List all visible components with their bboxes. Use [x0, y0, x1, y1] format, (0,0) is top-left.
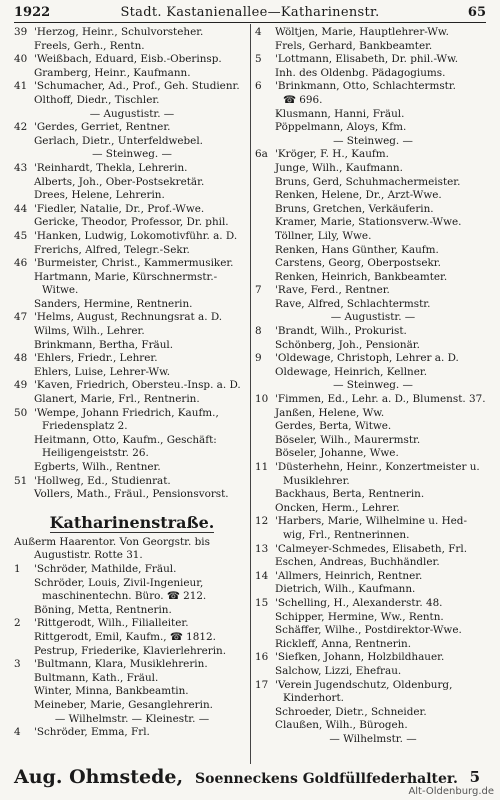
entry-text: Olthoff, Diedr., Tischler. [34, 93, 160, 106]
directory-entry [14, 393, 250, 407]
directory-entry [14, 271, 250, 285]
entry-text: Bultmann, Kath., Fräul. [34, 671, 159, 684]
entry-text: Backhaus, Berta, Rentnerin. [275, 488, 425, 501]
entry-text: — Steinweg. — [333, 379, 413, 392]
house-number: 39 [14, 26, 28, 38]
entry-text: Salchow, Lizzi, Ehefrau. [275, 664, 402, 677]
entry-text: Claußen, Wilh., Bürogeh. [275, 719, 408, 732]
directory-entry [14, 475, 250, 489]
footer-slogan: Soenneckens Goldfüllfederhalter. [195, 771, 458, 787]
house-number: 12 [255, 515, 269, 528]
directory-entry [14, 244, 250, 258]
entry-text: Böning, Metta, Rentnerin. [34, 603, 172, 616]
entry-text: Egberts, Wilh., Rentner. [34, 461, 161, 473]
directory-entry [255, 67, 491, 81]
directory-entry [14, 420, 250, 434]
directory-entry [14, 658, 250, 672]
directory-entry [255, 298, 491, 312]
entry-text: Eschen, Andreas, Buchhändler. [275, 556, 440, 569]
directory-entry [255, 515, 491, 529]
street-heading-text: Katharinenstraße. [49, 512, 215, 532]
directory-entry [14, 121, 250, 135]
directory-entry [255, 244, 491, 258]
directory-entry [255, 162, 491, 176]
entry-text: 'Schumacher, Ad., Prof., Geh. Studienr. [34, 80, 240, 93]
directory-entry [14, 230, 250, 244]
directory-entry [255, 284, 491, 298]
entry-text: 'Schröder, Mathilde, Fräul. [34, 562, 177, 575]
entry-text: Rave, Alfred, Schlachtermstr. [275, 297, 431, 310]
house-number: 42 [14, 121, 28, 134]
entry-text: Oncken, Herm., Lehrer. [275, 501, 400, 514]
directory-entry [14, 203, 250, 217]
entry-text: Oldewage, Heinrich, Kellner. [275, 365, 428, 378]
entry-text: Wöltjen, Marie, Hauptlehrer-Ww. [275, 26, 449, 38]
entry-text: 'Brinkmann, Otto, Schlachtermstr. [275, 80, 456, 93]
house-number: 2 [14, 617, 21, 630]
entry-text: 'Allmers, Heinrich, Rentner. [275, 569, 423, 582]
directory-entry [255, 556, 491, 570]
house-number: 9 [255, 352, 262, 365]
entry-text: Schönberg, Joh., Pensionär. [275, 338, 420, 351]
spacer [14, 502, 250, 508]
house-number: 41 [14, 80, 28, 93]
directory-entry [14, 604, 250, 618]
directory-entry [255, 543, 491, 557]
directory-entry [14, 40, 250, 54]
directory-entry [255, 665, 491, 679]
right-column [255, 26, 491, 746]
directory-entry [14, 672, 250, 686]
entry-text: Schäffer, Wilhe., Postdirektor-Wwe. [275, 624, 462, 637]
house-number: 6 [255, 80, 262, 93]
entry-text: 'Kröger, F. H., Kaufm. [275, 148, 389, 161]
directory-entry [14, 339, 250, 353]
entry-text: Renken, Helene, Dr., Arzt-Wwe. [275, 189, 442, 202]
entry-text: — Wilhelmstr. — Kleinestr. — [54, 712, 210, 725]
entry-text: Heitmann, Otto, Kaufm., Geschäft: [34, 433, 217, 446]
cross-street-marker [255, 135, 491, 149]
entry-text: Janßen, Helene, Ww. [275, 406, 385, 419]
directory-entry [14, 298, 250, 312]
directory-entry [255, 339, 491, 353]
entry-text: — Augustistr. — [330, 311, 416, 324]
house-number: 40 [14, 53, 28, 66]
directory-entry [255, 420, 491, 434]
entry-text: Hartmann, Marie, Kürschnermstr.- [34, 270, 218, 283]
directory-entry [255, 352, 491, 366]
entry-text: Klusmann, Hanni, Fräul. [275, 107, 405, 120]
directory-entry [14, 53, 250, 67]
entry-text: Rittgerodt, Emil, Kaufm., ☎ 1812. [34, 630, 216, 643]
directory-entry [255, 80, 491, 94]
house-number: 48 [14, 352, 28, 365]
entry-text: 'Reinhardt, Thekla, Lehrerin. [34, 161, 188, 174]
entry-text: 'Rave, Ferd., Rentner. [275, 284, 390, 297]
entry-text: Alberts, Joh., Ober-Postsekretär. [34, 175, 205, 188]
left-column [14, 26, 250, 740]
entry-text: 'Schelling, H., Alexanderstr. 48. [275, 596, 443, 609]
house-number: 11 [255, 461, 269, 473]
entry-text: — Steinweg. — [92, 148, 172, 161]
entry-text: Freels, Gerh., Rentn. [34, 39, 145, 52]
house-number: 17 [255, 678, 269, 691]
directory-entry [255, 393, 491, 407]
directory-entry [14, 590, 250, 604]
entry-text: 'Hollweg, Ed., Studienrat. [34, 474, 171, 487]
entry-text: 'Siefken, Johann, Holzbildhauer. [275, 651, 445, 664]
entry-text: Renken, Heinrich, Bankbeamter. [275, 270, 448, 283]
footer-brand: Aug. Ohmstede, [14, 766, 184, 788]
entry-text: Kramer, Marie, Stationsverw.-Wwe. [275, 216, 462, 229]
entry-text: Winter, Minna, Bankbeamtin. [34, 685, 189, 698]
directory-entry [255, 706, 491, 720]
directory-entry [255, 502, 491, 516]
directory-entry [255, 597, 491, 611]
entry-text: 'Wempe, Johann Friedrich, Kaufm., [34, 406, 219, 419]
entry-text: 'Kaven, Friedrich, Obersteu.-Insp. a. D. [34, 379, 241, 392]
entry-text: Musiklehrer. [283, 474, 350, 487]
directory-entry [14, 726, 250, 740]
directory-entry [255, 692, 491, 706]
entry-text: Außerm Haarentor. Von Georgstr. bis [14, 535, 210, 548]
entry-text: 'Düsterhehn, Heinr., Konzertmeister u. [275, 461, 480, 473]
directory-entry [255, 203, 491, 217]
entry-text: Bruns, Gretchen, Verkäuferin. [275, 202, 434, 215]
entry-text: Renken, Hans Günther, Kaufm. [275, 243, 439, 256]
entry-text: wig, Frl., Rentnerinnen. [283, 528, 410, 541]
house-number: 4 [14, 726, 21, 739]
entry-text: 'Schröder, Emma, Frl. [34, 726, 150, 739]
directory-entry [14, 67, 250, 81]
advertisement-footer [14, 766, 486, 788]
directory-entry [14, 216, 250, 230]
entry-text: Junge, Wilh., Kaufmann. [275, 161, 403, 174]
entry-text: maschinentechn. Büro. ☎ 212. [42, 590, 207, 603]
directory-entry [255, 638, 491, 652]
directory-entry [255, 719, 491, 733]
cross-street-marker [255, 379, 491, 393]
entry-text: Sanders, Hermine, Rentnerin. [34, 297, 193, 310]
entry-text: 'Gerdes, Gerriet, Rentner. [34, 121, 171, 134]
directory-entry [255, 624, 491, 638]
entry-text: Augustistr. Rotte 31. [34, 549, 143, 562]
directory-entry [14, 631, 250, 645]
entry-text: Witwe. [42, 284, 79, 297]
directory-entry [14, 94, 250, 108]
directory-entry [14, 26, 250, 40]
directory-entry [255, 447, 491, 461]
cross-street-marker [14, 108, 250, 122]
entry-text: Schroeder, Dietr., Schneider. [275, 705, 427, 718]
entry-text: Böseler, Johanne, Wwe. [275, 447, 399, 460]
entry-text: Drees, Helene, Lehrerin. [34, 189, 165, 202]
house-number: 6a [255, 148, 268, 161]
street-heading [14, 510, 250, 536]
entry-text: 'Lottmann, Elisabeth, Dr. phil.-Ww. [275, 53, 459, 66]
entry-text: Kinderhort. [283, 692, 344, 705]
directory-entry [255, 475, 491, 489]
column-divider [250, 24, 251, 764]
entry-text: 'Fiedler, Natalie, Dr., Prof.-Wwe. [34, 202, 205, 215]
house-number: 5 [255, 53, 262, 66]
house-number: 1 [14, 562, 21, 575]
entry-text: Heiligengeiststr. 26. [42, 447, 149, 460]
entry-text: Töllner, Lily, Wwe. [275, 229, 372, 242]
directory-entry [255, 26, 491, 40]
directory-entry [255, 216, 491, 230]
entry-text: 'Ehlers, Friedr., Lehrer. [34, 352, 158, 365]
house-number: 7 [255, 284, 262, 297]
directory-entry [14, 699, 250, 713]
directory-entry [255, 230, 491, 244]
directory-entry [255, 366, 491, 380]
entry-text: Gericke, Theodor, Professor, Dr. phil. [34, 216, 229, 229]
entry-text: 'Hanken, Ludwig, Lokomotivführ. a. D. [34, 229, 238, 242]
directory-entry [255, 434, 491, 448]
entry-text: 'Weißbach, Eduard, Eisb.-Oberinsp. [34, 53, 222, 66]
header-year: 1922 [14, 5, 51, 20]
directory-entry [14, 577, 250, 591]
directory-entry [14, 284, 250, 298]
house-number: 51 [14, 474, 28, 487]
directory-entry [255, 583, 491, 597]
directory-entry [14, 189, 250, 203]
cross-street-marker [255, 311, 491, 325]
house-number: 8 [255, 325, 262, 338]
entry-text: Friedensplatz 2. [42, 420, 128, 433]
house-number: 49 [14, 379, 28, 392]
house-number: 46 [14, 257, 28, 270]
directory-entry [14, 352, 250, 366]
entry-text: 'Verein Jugendschutz, Oldenburg, [275, 678, 453, 691]
entry-text: Frels, Gerhard, Bankbeamter. [275, 39, 433, 52]
directory-entry [14, 80, 250, 94]
entry-text: Böseler, Wilh., Maurermstr. [275, 433, 421, 446]
entry-text: 'Brandt, Wilh., Prokurist. [275, 325, 407, 338]
entry-text: Meineber, Marie, Gesanglehrerin. [34, 698, 213, 711]
directory-entry [255, 189, 491, 203]
entry-text: Schipper, Hermine, Ww., Rentn. [275, 610, 444, 623]
entry-text: 'Bultmann, Klara, Musiklehrerin. [34, 658, 208, 671]
directory-entry [14, 563, 250, 577]
entry-text: Gramberg, Heinr., Kaufmann. [34, 66, 191, 79]
entry-text: 'Fimmen, Ed., Lehr. a. D., Blumenst. 37. [275, 393, 486, 406]
directory-entry [255, 570, 491, 584]
entry-text: — Augustistr. — [89, 107, 175, 120]
directory-entry [14, 645, 250, 659]
house-number: 13 [255, 542, 269, 555]
directory-entry [14, 685, 250, 699]
directory-entry [14, 536, 250, 550]
entry-text: Inh. des Oldenbg. Pädagogiums. [275, 66, 446, 79]
house-number: 44 [14, 202, 28, 215]
entry-text: Brinkmann, Bertha, Fräul. [34, 338, 174, 351]
house-number: 15 [255, 596, 269, 609]
directory-entry [255, 529, 491, 543]
entry-text: Gerlach, Dietr., Unterfeldwebel. [34, 134, 203, 147]
entry-text: — Steinweg. — [333, 134, 413, 147]
directory-entry [255, 53, 491, 67]
entry-text: Pestrup, Friederike, Klavierlehrerin. [34, 644, 227, 657]
directory-entry [14, 325, 250, 339]
header-rule [14, 22, 486, 23]
directory-entry [255, 94, 491, 108]
directory-entry [255, 651, 491, 665]
cross-street-marker [255, 733, 491, 747]
entry-text: 'Helms, August, Rechnungsrat a. D. [34, 311, 223, 324]
entry-text: Carstens, Georg, Oberpostsekr. [275, 257, 441, 270]
directory-entry [14, 135, 250, 149]
directory-entry [255, 271, 491, 285]
directory-entry [255, 611, 491, 625]
directory-entry [255, 40, 491, 54]
directory-entry [255, 176, 491, 190]
directory-entry [14, 366, 250, 380]
directory-entry [14, 461, 250, 475]
entry-text: Glanert, Marie, Frl., Rentnerin. [34, 393, 200, 406]
entry-text: Gerdes, Berta, Witwe. [275, 420, 392, 433]
house-number: 4 [255, 26, 262, 38]
directory-entry [14, 257, 250, 271]
entry-text: Schröder, Louis, Zivil-Ingenieur, [34, 576, 204, 589]
directory-entry [255, 679, 491, 693]
directory-entry [14, 447, 250, 461]
entry-text: Frerichs, Alfred, Telegr.-Sekr. [34, 243, 190, 256]
directory-entry [14, 407, 250, 421]
directory-entry [255, 148, 491, 162]
directory-entry [14, 162, 250, 176]
house-number: 47 [14, 311, 28, 324]
directory-entry [255, 257, 491, 271]
entry-text: 'Calmeyer-Schmedes, Elisabeth, Frl. [275, 542, 468, 555]
entry-text: Ehlers, Luise, Lehrer-Ww. [34, 365, 171, 378]
header-title: Stadt. Kastanienallee—Katharinenstr. [120, 5, 380, 20]
house-number: 45 [14, 229, 28, 242]
cross-street-marker [14, 148, 250, 162]
page-header [14, 4, 486, 22]
entry-text: 'Burmeister, Christ., Kammermusiker. [34, 257, 234, 270]
house-number: 10 [255, 393, 269, 406]
house-number: 50 [14, 406, 28, 419]
entry-text: Pöppelmann, Aloys, Kfm. [275, 121, 407, 134]
entry-text: Dietrich, Wilh., Kaufmann. [275, 583, 416, 596]
house-number: 43 [14, 161, 28, 174]
entry-text: Rickleff, Anna, Rentnerin. [275, 637, 412, 650]
entry-text: 'Oldewage, Christoph, Lehrer a. D. [275, 352, 459, 365]
entry-text: 'Harbers, Marie, Wilhelmine u. Hed- [275, 515, 467, 528]
directory-entry [255, 121, 491, 135]
entry-text: 'Herzog, Heinr., Schulvorsteher. [34, 26, 204, 38]
entry-text: Bruns, Gerd, Schuhmachermeister. [275, 175, 461, 188]
header-page-number: 65 [467, 5, 486, 20]
watermark: Alt-Oldenburg.de [408, 786, 494, 797]
directory-entry [14, 617, 250, 631]
directory-entry [14, 379, 250, 393]
directory-entry [14, 434, 250, 448]
cross-street-marker [14, 713, 250, 727]
house-number: 3 [14, 658, 21, 671]
directory-entry [255, 325, 491, 339]
house-number: 16 [255, 651, 269, 664]
directory-entry [14, 549, 250, 563]
entry-text: — Wilhelmstr. — [329, 732, 417, 745]
directory-entry [255, 407, 491, 421]
house-number: 14 [255, 569, 269, 582]
directory-entry [255, 488, 491, 502]
entry-text: ☎ 696. [283, 93, 323, 106]
directory-entry [14, 311, 250, 325]
entry-text: 'Rittgerodt, Wilh., Filialleiter. [34, 617, 189, 630]
directory-entry [255, 108, 491, 122]
entry-text: Vollers, Math., Fräul., Pensionsvorst. [34, 488, 229, 501]
directory-entry [255, 461, 491, 475]
directory-entry [14, 176, 250, 190]
entry-text: Wilms, Wilh., Lehrer. [34, 325, 145, 338]
footer-number: 5 [469, 768, 480, 786]
directory-entry [14, 488, 250, 502]
